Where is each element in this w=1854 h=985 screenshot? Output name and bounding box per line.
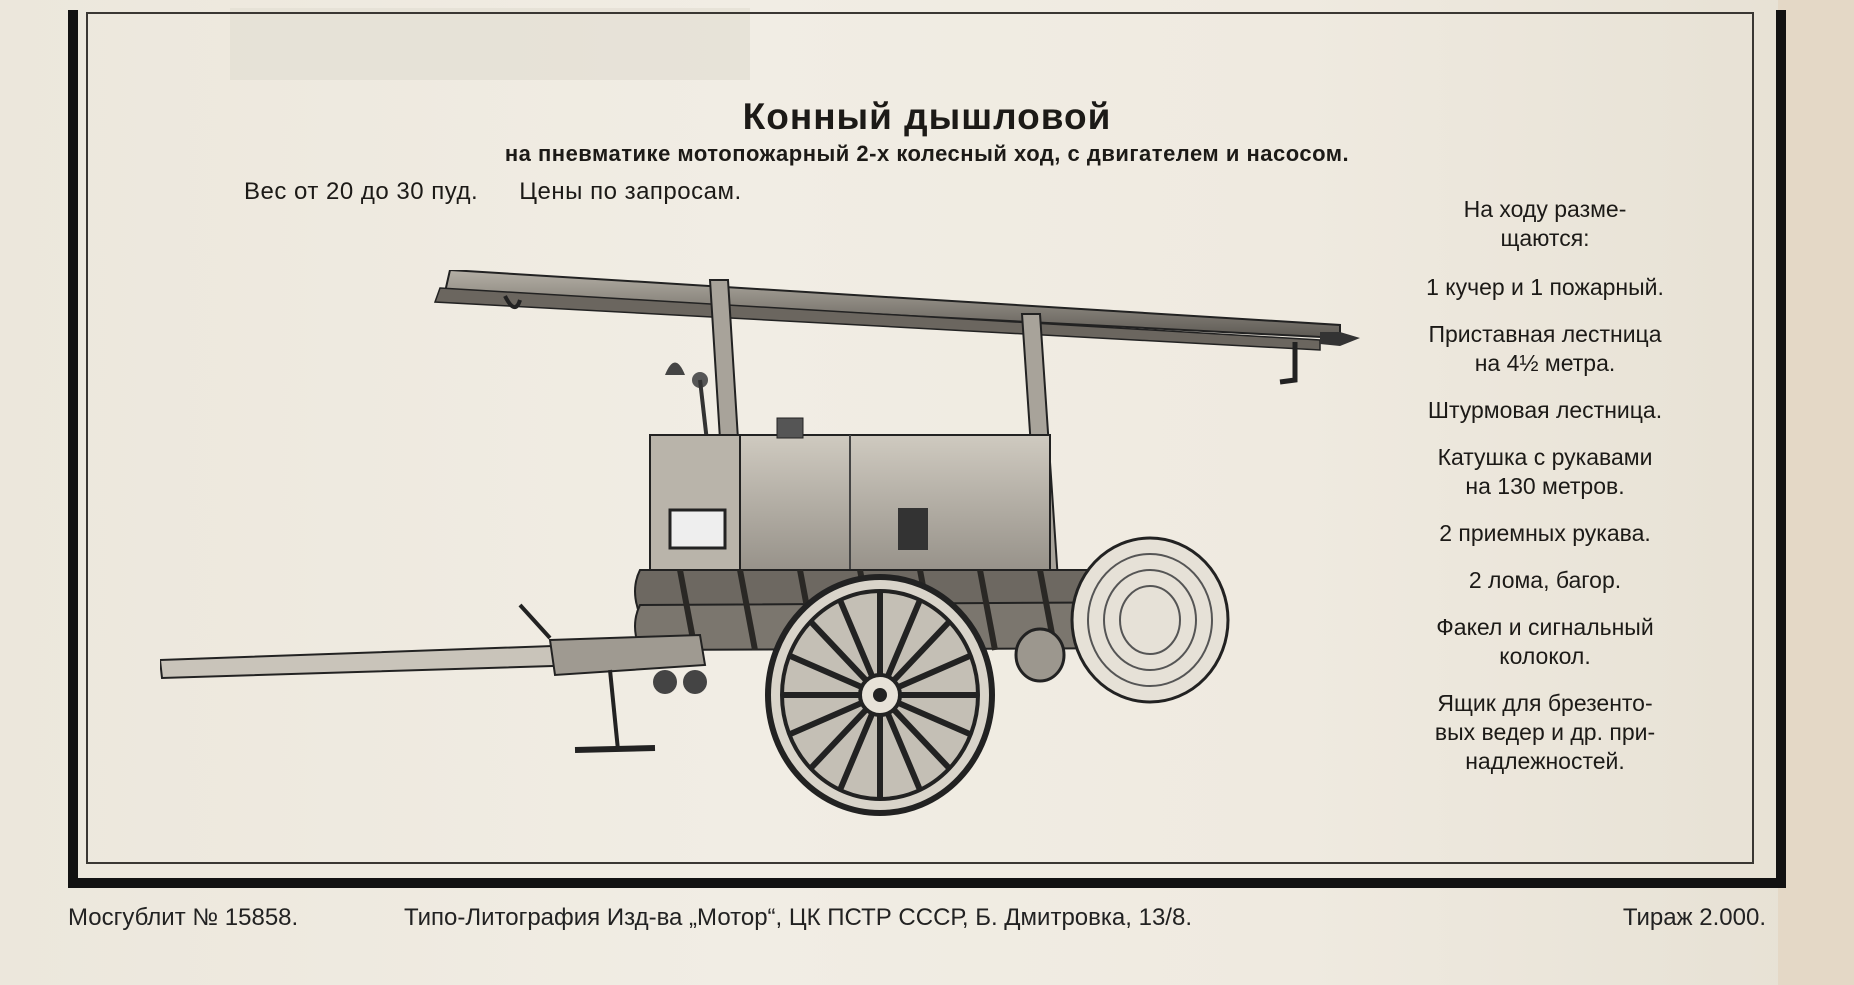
hose-reel (1072, 538, 1228, 702)
wheel-drawing (768, 577, 992, 813)
page-subtitle: на пневматике мотопожарный 2-х колесный ход, с двигателем и насосом. (504, 141, 1350, 166)
equipment-item: 2 приемных рукава. (1439, 520, 1651, 546)
printer-imprint: Типо-Литография Изд-ва „Мотор“, ЦК ПСТР СССР, Б. Дмитровка, 13/8. (404, 904, 1192, 931)
ladder-drawing (435, 270, 1360, 382)
weight-price-line (244, 178, 750, 206)
print-run: Тираж 2.000. (1622, 904, 1766, 931)
equipment-item: Ящик для брезенто- вых ведер и др. при- надлежностей. (1434, 690, 1656, 774)
equipment-heading: На ходу разме- щаются: (1463, 196, 1627, 251)
rear-wheel (1016, 629, 1064, 681)
drawbar (160, 605, 707, 750)
equipment-item: Приставная лестница на 4½ метра. (1428, 321, 1662, 376)
equipment-item: Штурмовая лестница. (1427, 397, 1663, 423)
fire-cart-illustration (160, 270, 1360, 830)
weight-text: Вес от 20 до 30 пуд. (244, 178, 479, 205)
equipment-list (1380, 195, 1710, 794)
page-title: Конный дышловой (742, 96, 1112, 137)
censorship-number: Мосгублит № 15858. (68, 904, 299, 931)
equipment-item: Факел и сигнальный колокол. (1436, 614, 1654, 669)
equipment-item: 1 кучер и 1 пожарный. (1426, 274, 1664, 300)
price-text: Цены по запросам. (519, 178, 742, 205)
equipment-item: 2 лома, багор. (1468, 567, 1622, 593)
equipment-item: Катушка с рукавами на 130 метров. (1437, 444, 1653, 499)
engine-box (650, 418, 1050, 595)
imprint-footer (0, 904, 1854, 944)
